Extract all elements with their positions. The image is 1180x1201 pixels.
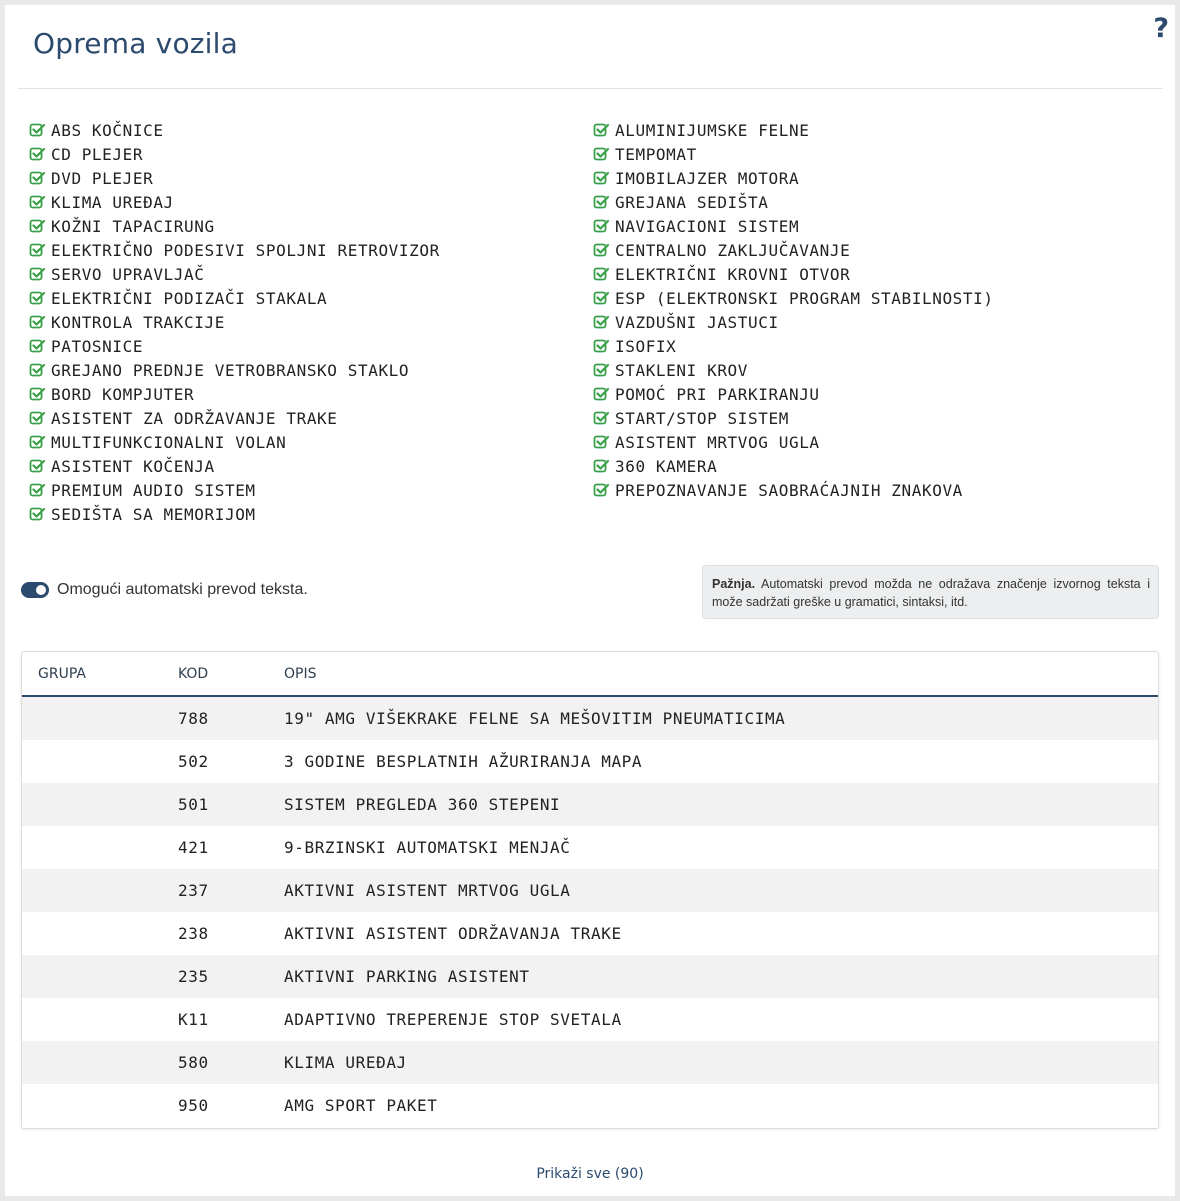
check-square-icon — [593, 314, 609, 330]
feature-label: KONTROLA TRAKCIJE — [51, 312, 225, 332]
cell-kod: 421 — [178, 838, 209, 857]
check-square-icon — [29, 434, 45, 450]
check-square-icon — [593, 242, 609, 258]
check-square-icon — [593, 218, 609, 234]
cell-opis: AMG SPORT PAKET — [284, 1096, 438, 1115]
feature-item — [593, 190, 1157, 214]
check-square-icon — [29, 266, 45, 282]
feature-label: ASISTENT MRTVOG UGLA — [615, 432, 820, 452]
table-header-row — [22, 652, 1158, 696]
check-square-icon — [29, 338, 45, 354]
cell-opis: 9-BRZINSKI AUTOMATSKI MENJAČ — [284, 838, 571, 857]
help-icon[interactable]: ? — [1153, 13, 1169, 44]
feature-item — [29, 142, 593, 166]
features-column-right — [593, 118, 1157, 526]
feature-label: ISOFIX — [615, 336, 677, 356]
translate-toggle-label[interactable]: Omogući automatski prevod teksta. — [57, 581, 308, 598]
feature-item — [29, 262, 593, 286]
table-row — [22, 740, 1158, 783]
feature-item — [29, 214, 593, 238]
cell-grupa — [22, 1041, 178, 1084]
check-square-icon — [593, 266, 609, 282]
feature-label: GREJANA SEDIŠTA — [615, 192, 769, 212]
feature-item — [29, 478, 593, 502]
table-row — [22, 998, 1158, 1041]
check-square-icon — [29, 482, 45, 498]
translate-toggle[interactable] — [21, 582, 49, 598]
cell-grupa — [22, 740, 178, 783]
cell-opis: SISTEM PREGLEDA 360 STEPENI — [284, 783, 1158, 826]
feature-label: ELEKTRIČNO PODESIVI SPOLJNI RETROVIZOR — [51, 240, 440, 260]
show-all-link[interactable]: Prikaži sve (90) — [536, 1166, 644, 1182]
cell-opis: 19" AMG VIŠEKRAKE FELNE SA MEŠOVITIM PNEUMATICIMA — [284, 696, 1158, 740]
cell-grupa — [22, 696, 178, 740]
check-square-icon — [593, 386, 609, 402]
cell-kod: 238 — [178, 924, 209, 943]
check-square-icon — [29, 386, 45, 402]
feature-item — [29, 238, 593, 262]
feature-item — [29, 454, 593, 478]
feature-item — [593, 382, 1157, 406]
feature-item — [593, 262, 1157, 286]
check-square-icon — [29, 290, 45, 306]
feature-item — [593, 358, 1157, 382]
feature-label: ASISTENT KOČENJA — [51, 456, 215, 476]
cell-kod: 501 — [178, 783, 284, 826]
translate-toggle-row — [21, 581, 308, 599]
feature-item — [593, 334, 1157, 358]
check-square-icon — [29, 362, 45, 378]
features-column-left — [29, 118, 593, 526]
cell-grupa — [22, 955, 178, 998]
check-square-icon — [593, 146, 609, 162]
feature-label: BORD KOMPJUTER — [51, 384, 195, 404]
column-header-kod: KOD — [178, 652, 284, 696]
feature-item — [593, 406, 1157, 430]
feature-label: STAKLENI KROV — [615, 360, 749, 380]
feature-label: PREPOZNAVANJE SAOBRAĆAJNIH ZNAKOVA — [615, 480, 963, 500]
feature-item — [593, 118, 1157, 142]
feature-item — [29, 382, 593, 406]
table-row — [22, 1084, 1158, 1127]
feature-item — [29, 190, 593, 214]
translation-notice — [702, 565, 1159, 619]
feature-label: NAVIGACIONI SISTEM — [615, 216, 800, 236]
feature-label: 360 KAMERA — [615, 456, 718, 476]
check-square-icon — [29, 218, 45, 234]
equipment-table — [21, 651, 1159, 1129]
check-square-icon — [593, 434, 609, 450]
notice-bold: Pažnja. — [712, 577, 756, 591]
table-row — [22, 826, 1158, 869]
check-square-icon — [29, 410, 45, 426]
feature-label: PREMIUM AUDIO SISTEM — [51, 480, 256, 500]
cell-grupa — [22, 783, 178, 826]
cell-kod: 502 — [178, 752, 209, 771]
check-square-icon — [29, 122, 45, 138]
feature-item — [29, 310, 593, 334]
cell-kod: 235 — [178, 955, 284, 998]
feature-item — [29, 502, 593, 526]
check-square-icon — [593, 194, 609, 210]
table-row — [22, 783, 1158, 826]
feature-label: KLIMA UREĐAJ — [51, 192, 174, 212]
feature-label: ESP (ELEKTRONSKI PROGRAM STABILNOSTI) — [615, 288, 994, 308]
feature-item — [593, 238, 1157, 262]
feature-item — [29, 286, 593, 310]
cell-opis: 3 GODINE BESPLATNIH AŽURIRANJA MAPA — [284, 752, 643, 771]
cell-opis: KLIMA UREĐAJ — [284, 1041, 1158, 1084]
cell-opis: AKTIVNI ASISTENT ODRŽAVANJA TRAKE — [284, 924, 622, 943]
cell-grupa — [22, 998, 178, 1041]
cell-grupa — [22, 912, 178, 955]
table-row — [22, 869, 1158, 912]
table-row — [22, 955, 1158, 998]
cell-grupa — [22, 826, 178, 869]
feature-label: KOŽNI TAPACIRUNG — [51, 216, 215, 236]
feature-label: START/STOP SISTEM — [615, 408, 789, 428]
check-square-icon — [29, 242, 45, 258]
feature-label: ELEKTRIČNI KROVNI OTVOR — [615, 264, 851, 284]
cell-kod: 950 — [178, 1096, 209, 1115]
check-square-icon — [29, 194, 45, 210]
check-square-icon — [29, 146, 45, 162]
feature-item — [593, 166, 1157, 190]
feature-item — [29, 118, 593, 142]
page-title: Oprema vozila — [33, 27, 238, 60]
feature-label: DVD PLEJER — [51, 168, 154, 188]
divider — [18, 88, 1163, 89]
check-square-icon — [593, 122, 609, 138]
cell-grupa — [22, 869, 178, 912]
check-square-icon — [593, 170, 609, 186]
cell-opis: AKTIVNI ASISTENT MRTVOG UGLA — [284, 869, 1158, 912]
table-row — [22, 696, 1158, 740]
feature-item — [593, 310, 1157, 334]
column-header-opis: OPIS — [284, 652, 1158, 696]
feature-label: ELEKTRIČNI PODIZAČI STAKALA — [51, 288, 328, 308]
feature-item — [29, 334, 593, 358]
table-body — [22, 696, 1158, 1127]
cell-kod: 580 — [178, 1041, 284, 1084]
check-square-icon — [593, 482, 609, 498]
check-square-icon — [29, 170, 45, 186]
toggle-knob — [36, 585, 46, 595]
check-square-icon — [593, 410, 609, 426]
feature-label: IMOBILAJZER MOTORA — [615, 168, 800, 188]
table-row — [22, 1041, 1158, 1084]
feature-item — [593, 454, 1157, 478]
check-square-icon — [593, 338, 609, 354]
feature-label: SEDIŠTA SA MEMORIJOM — [51, 504, 256, 524]
feature-label: SERVO UPRAVLJAČ — [51, 264, 205, 284]
feature-label: MULTIFUNKCIONALNI VOLAN — [51, 432, 287, 452]
feature-label: VAZDUŠNI JASTUCI — [615, 312, 779, 332]
feature-item — [593, 478, 1157, 502]
cell-grupa — [22, 1084, 178, 1127]
feature-item — [29, 430, 593, 454]
feature-item — [29, 406, 593, 430]
feature-label: GREJANO PREDNJE VETROBRANSKO STAKLO — [51, 360, 410, 380]
check-square-icon — [29, 314, 45, 330]
feature-label: CENTRALNO ZAKLJUČAVANJE — [615, 240, 851, 260]
check-square-icon — [29, 506, 45, 522]
feature-item — [593, 214, 1157, 238]
cell-opis: AKTIVNI PARKING ASISTENT — [284, 955, 1158, 998]
features-list — [29, 118, 1159, 526]
feature-item — [593, 430, 1157, 454]
cell-opis: ADAPTIVNO TREPERENJE STOP SVETALA — [284, 1010, 622, 1029]
feature-item — [29, 358, 593, 382]
feature-label: ALUMINIJUMSKE FELNE — [615, 120, 810, 140]
feature-label: TEMPOMAT — [615, 144, 697, 164]
equipment-card — [5, 5, 1175, 1196]
check-square-icon — [29, 458, 45, 474]
column-header-grupa: GRUPA — [22, 652, 178, 696]
feature-item — [29, 166, 593, 190]
feature-label: ASISTENT ZA ODRŽAVANJE TRAKE — [51, 408, 338, 428]
check-square-icon — [593, 290, 609, 306]
check-square-icon — [593, 458, 609, 474]
cell-kod: 788 — [178, 696, 284, 740]
cell-kod: 237 — [178, 869, 284, 912]
feature-label: POMOĆ PRI PARKIRANJU — [615, 384, 820, 404]
feature-item — [593, 142, 1157, 166]
cell-kod: K11 — [178, 1010, 209, 1029]
notice-text: Automatski prevod možda ne odražava značenje izvornog teksta i može sadržati greške u gramatici, sintaksi, itd. — [712, 577, 1150, 609]
feature-label: CD PLEJER — [51, 144, 144, 164]
feature-item — [593, 286, 1157, 310]
check-square-icon — [593, 362, 609, 378]
feature-label: ABS KOČNICE — [51, 120, 164, 140]
table-row — [22, 912, 1158, 955]
feature-label: PATOSNICE — [51, 336, 144, 356]
